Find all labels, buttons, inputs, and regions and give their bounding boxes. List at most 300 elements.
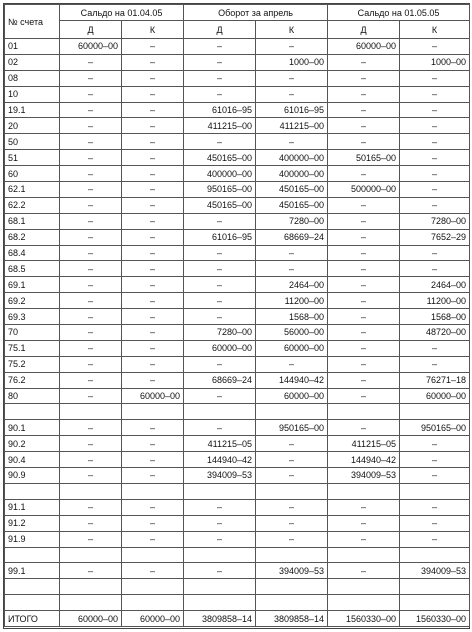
table-row — [5, 547, 470, 563]
debit-cell: – — [328, 86, 400, 102]
table-row — [5, 372, 470, 388]
credit-cell: – — [122, 54, 184, 70]
credit-cell: 950165–00 — [400, 420, 470, 436]
credit-cell: 11200–00 — [400, 293, 470, 309]
account-cell: 91.9 — [5, 531, 60, 547]
debit-cell — [184, 483, 256, 499]
account-cell — [5, 547, 60, 563]
debit-cell: – — [184, 261, 256, 277]
credit-cell: 11200–00 — [256, 293, 328, 309]
account-cell: 50 — [5, 134, 60, 150]
table-row — [5, 261, 470, 277]
account-cell — [5, 579, 60, 595]
debit-cell: – — [328, 356, 400, 372]
balance-sheet — [3, 3, 470, 629]
opening-balance-header: Сальдо на 01.04.05 — [60, 5, 184, 21]
account-cell: 90.4 — [5, 452, 60, 468]
credit-cell — [400, 404, 470, 420]
credit-cell: 1568–00 — [256, 309, 328, 325]
debit-cell: – — [60, 340, 122, 356]
debit-cell: 450165–00 — [184, 150, 256, 166]
credit-subheader: К — [122, 21, 184, 39]
credit-cell: – — [400, 468, 470, 484]
debit-cell: – — [60, 86, 122, 102]
debit-cell: – — [60, 277, 122, 293]
credit-cell: – — [122, 86, 184, 102]
credit-cell — [400, 579, 470, 595]
credit-cell: – — [122, 197, 184, 213]
debit-cell — [60, 547, 122, 563]
account-cell: 90.9 — [5, 468, 60, 484]
credit-cell: – — [400, 436, 470, 452]
debit-cell: 60000–00 — [328, 39, 400, 55]
credit-cell: – — [400, 356, 470, 372]
credit-cell: – — [256, 356, 328, 372]
ledger-table — [4, 4, 470, 627]
credit-cell: – — [400, 150, 470, 166]
table-row — [5, 213, 470, 229]
table-row — [5, 245, 470, 261]
credit-cell: – — [122, 436, 184, 452]
credit-cell: 950165–00 — [256, 420, 328, 436]
table-row — [5, 515, 470, 531]
debit-cell: – — [328, 213, 400, 229]
account-cell: ИТОГО — [5, 611, 60, 627]
table-row — [5, 483, 470, 499]
credit-cell: – — [400, 39, 470, 55]
credit-cell: – — [122, 499, 184, 515]
table-row — [5, 229, 470, 245]
credit-cell — [122, 483, 184, 499]
credit-cell: 400000–00 — [256, 150, 328, 166]
debit-cell: – — [328, 293, 400, 309]
debit-cell — [184, 579, 256, 595]
credit-cell: – — [122, 531, 184, 547]
account-cell: 02 — [5, 54, 60, 70]
debit-cell: 411215–05 — [328, 436, 400, 452]
debit-cell — [60, 404, 122, 420]
credit-cell: – — [122, 468, 184, 484]
table-row — [5, 325, 470, 341]
account-cell: 19.1 — [5, 102, 60, 118]
debit-cell: – — [60, 499, 122, 515]
debit-cell: – — [60, 468, 122, 484]
credit-cell: – — [400, 499, 470, 515]
account-header: № счета — [5, 5, 60, 39]
debit-cell: – — [328, 515, 400, 531]
credit-cell: – — [400, 86, 470, 102]
account-cell: 90.2 — [5, 436, 60, 452]
debit-cell: – — [60, 452, 122, 468]
header-row — [5, 5, 470, 21]
table-row — [5, 388, 470, 404]
credit-cell: 1560330–00 — [400, 611, 470, 627]
account-cell: 80 — [5, 388, 60, 404]
credit-cell — [400, 483, 470, 499]
credit-cell: – — [122, 452, 184, 468]
credit-cell — [400, 595, 470, 611]
credit-cell: – — [122, 70, 184, 86]
debit-cell: – — [328, 102, 400, 118]
debit-cell: – — [328, 261, 400, 277]
debit-cell: 394009–53 — [328, 468, 400, 484]
debit-cell: – — [60, 182, 122, 198]
table-row — [5, 420, 470, 436]
table-row — [5, 563, 470, 579]
table-row — [5, 293, 470, 309]
debit-cell — [60, 483, 122, 499]
credit-cell — [256, 547, 328, 563]
debit-cell: – — [60, 356, 122, 372]
debit-cell: – — [60, 563, 122, 579]
debit-cell: – — [328, 372, 400, 388]
credit-cell: 400000–00 — [256, 166, 328, 182]
credit-cell: – — [256, 468, 328, 484]
credit-cell: – — [122, 563, 184, 579]
table-row — [5, 70, 470, 86]
account-cell — [5, 404, 60, 420]
account-cell: 01 — [5, 39, 60, 55]
credit-subheader: К — [400, 21, 470, 39]
credit-cell: – — [256, 515, 328, 531]
credit-cell: 60000–00 — [256, 340, 328, 356]
table-row — [5, 340, 470, 356]
debit-cell: – — [184, 70, 256, 86]
credit-cell: 7280–00 — [400, 213, 470, 229]
debit-cell — [184, 404, 256, 420]
credit-cell: – — [400, 134, 470, 150]
credit-cell: – — [122, 166, 184, 182]
debit-cell: – — [60, 293, 122, 309]
credit-subheader: К — [256, 21, 328, 39]
account-cell: 91.1 — [5, 499, 60, 515]
credit-cell: – — [400, 182, 470, 198]
debit-cell: 144940–42 — [328, 452, 400, 468]
credit-cell: – — [400, 515, 470, 531]
debit-cell: – — [184, 39, 256, 55]
credit-cell: 60000–00 — [400, 388, 470, 404]
debit-cell: – — [60, 245, 122, 261]
debit-cell: – — [328, 420, 400, 436]
account-cell: 90.1 — [5, 420, 60, 436]
credit-cell: 76271–18 — [400, 372, 470, 388]
table-row — [5, 150, 470, 166]
account-cell: 68.4 — [5, 245, 60, 261]
credit-cell: – — [256, 452, 328, 468]
debit-cell — [328, 579, 400, 595]
debit-cell: – — [328, 166, 400, 182]
debit-cell: 411215–05 — [184, 436, 256, 452]
credit-cell: – — [122, 182, 184, 198]
table-row — [5, 356, 470, 372]
credit-cell: – — [400, 70, 470, 86]
table-row — [5, 166, 470, 182]
debit-cell: – — [60, 102, 122, 118]
debit-cell: – — [60, 420, 122, 436]
debit-cell: – — [328, 340, 400, 356]
table-row — [5, 86, 470, 102]
credit-cell: 60000–00 — [256, 388, 328, 404]
account-cell — [5, 595, 60, 611]
debit-cell: – — [184, 563, 256, 579]
credit-cell: 450165–00 — [256, 197, 328, 213]
debit-cell: – — [60, 54, 122, 70]
credit-cell: 68669–24 — [256, 229, 328, 245]
account-cell: 08 — [5, 70, 60, 86]
debit-subheader: Д — [60, 21, 122, 39]
credit-cell: – — [122, 118, 184, 134]
credit-cell: 48720–00 — [400, 325, 470, 341]
debit-cell: – — [60, 150, 122, 166]
credit-cell: 411215–00 — [256, 118, 328, 134]
credit-cell — [122, 595, 184, 611]
account-cell: 62.1 — [5, 182, 60, 198]
debit-cell: – — [184, 213, 256, 229]
credit-cell — [122, 547, 184, 563]
credit-cell: – — [122, 356, 184, 372]
credit-cell: – — [256, 245, 328, 261]
account-cell: 69.1 — [5, 277, 60, 293]
account-cell: 91.2 — [5, 515, 60, 531]
debit-cell: – — [328, 54, 400, 70]
turnover-header: Оборот за апрель — [184, 5, 328, 21]
debit-cell: 450165–00 — [184, 197, 256, 213]
credit-cell: – — [400, 245, 470, 261]
debit-cell: – — [184, 309, 256, 325]
table-row — [5, 118, 470, 134]
credit-cell: 7652–29 — [400, 229, 470, 245]
table-row — [5, 39, 470, 55]
debit-cell: – — [60, 118, 122, 134]
debit-cell: – — [60, 166, 122, 182]
table-row — [5, 468, 470, 484]
credit-cell: 1000–00 — [400, 54, 470, 70]
debit-cell: – — [328, 277, 400, 293]
account-cell — [5, 483, 60, 499]
account-cell: 68.2 — [5, 229, 60, 245]
credit-cell: – — [400, 166, 470, 182]
credit-cell: – — [122, 245, 184, 261]
debit-cell: – — [184, 293, 256, 309]
debit-cell: 3809858–14 — [184, 611, 256, 627]
credit-cell: 61016–95 — [256, 102, 328, 118]
credit-cell: – — [122, 134, 184, 150]
credit-cell: – — [400, 118, 470, 134]
debit-subheader: Д — [328, 21, 400, 39]
table-row — [5, 197, 470, 213]
credit-cell — [256, 595, 328, 611]
debit-cell: – — [328, 531, 400, 547]
credit-cell: 394009–53 — [400, 563, 470, 579]
credit-cell: 56000–00 — [256, 325, 328, 341]
debit-cell — [60, 595, 122, 611]
debit-cell: – — [184, 54, 256, 70]
credit-cell: – — [256, 86, 328, 102]
credit-cell: – — [400, 531, 470, 547]
debit-cell: – — [60, 436, 122, 452]
account-cell: 69.2 — [5, 293, 60, 309]
debit-cell: 144940–42 — [184, 452, 256, 468]
debit-cell — [184, 595, 256, 611]
debit-cell: – — [60, 134, 122, 150]
debit-cell — [328, 595, 400, 611]
credit-cell — [122, 404, 184, 420]
table-row — [5, 134, 470, 150]
credit-cell: 450165–00 — [256, 182, 328, 198]
credit-cell: – — [122, 150, 184, 166]
credit-cell — [122, 579, 184, 595]
table-row — [5, 499, 470, 515]
debit-subheader: Д — [184, 21, 256, 39]
credit-cell — [256, 404, 328, 420]
account-cell: 51 — [5, 150, 60, 166]
credit-cell: 144940–42 — [256, 372, 328, 388]
debit-cell: 61016–95 — [184, 229, 256, 245]
debit-cell: 411215–00 — [184, 118, 256, 134]
credit-cell: – — [122, 325, 184, 341]
total-row — [5, 611, 470, 627]
debit-cell: 950165–00 — [184, 182, 256, 198]
debit-cell — [328, 483, 400, 499]
credit-cell: 3809858–14 — [256, 611, 328, 627]
table-row — [5, 404, 470, 420]
table-row — [5, 277, 470, 293]
debit-cell: 60000–00 — [184, 340, 256, 356]
debit-cell: – — [184, 245, 256, 261]
debit-cell: – — [184, 86, 256, 102]
credit-cell: – — [400, 452, 470, 468]
credit-cell: – — [122, 372, 184, 388]
debit-cell: 7280–00 — [184, 325, 256, 341]
debit-cell: – — [328, 325, 400, 341]
debit-cell: – — [60, 388, 122, 404]
debit-cell: – — [328, 134, 400, 150]
debit-cell: – — [184, 499, 256, 515]
table-row — [5, 102, 470, 118]
credit-cell: 2464–00 — [400, 277, 470, 293]
debit-cell: – — [184, 356, 256, 372]
credit-cell: – — [122, 293, 184, 309]
credit-cell: 394009–53 — [256, 563, 328, 579]
debit-cell: 1560330–00 — [328, 611, 400, 627]
credit-cell: – — [122, 213, 184, 229]
credit-cell: 1000–00 — [256, 54, 328, 70]
credit-cell — [256, 483, 328, 499]
account-cell: 76.2 — [5, 372, 60, 388]
debit-cell — [184, 547, 256, 563]
debit-cell: 50165–00 — [328, 150, 400, 166]
credit-cell: 60000–00 — [122, 388, 184, 404]
table-row — [5, 452, 470, 468]
credit-cell: – — [256, 39, 328, 55]
debit-cell: – — [184, 388, 256, 404]
subheader-row — [5, 21, 470, 39]
debit-cell: – — [60, 213, 122, 229]
debit-cell: – — [60, 197, 122, 213]
credit-cell: – — [122, 261, 184, 277]
debit-cell: – — [60, 70, 122, 86]
debit-cell: – — [328, 197, 400, 213]
credit-cell: 7280–00 — [256, 213, 328, 229]
debit-cell: – — [184, 515, 256, 531]
credit-cell: – — [256, 261, 328, 277]
debit-cell: – — [328, 229, 400, 245]
credit-cell: – — [256, 134, 328, 150]
table-row — [5, 54, 470, 70]
debit-cell — [328, 547, 400, 563]
account-cell: 68.1 — [5, 213, 60, 229]
table-row — [5, 579, 470, 595]
debit-cell: – — [60, 515, 122, 531]
credit-cell: – — [122, 420, 184, 436]
account-cell: 70 — [5, 325, 60, 341]
debit-cell: – — [328, 499, 400, 515]
credit-cell: – — [256, 436, 328, 452]
debit-cell — [60, 579, 122, 595]
account-cell: 75.1 — [5, 340, 60, 356]
debit-cell: – — [184, 277, 256, 293]
debit-cell: 61016–95 — [184, 102, 256, 118]
debit-cell: 60000–00 — [60, 611, 122, 627]
debit-cell: – — [60, 531, 122, 547]
debit-cell: 394009–53 — [184, 468, 256, 484]
debit-cell: – — [60, 309, 122, 325]
closing-balance-header: Сальдо на 01.05.05 — [328, 5, 470, 21]
debit-cell: – — [328, 245, 400, 261]
debit-cell: 60000–00 — [60, 39, 122, 55]
debit-cell: – — [60, 261, 122, 277]
credit-cell: – — [400, 102, 470, 118]
credit-cell: – — [122, 515, 184, 531]
account-cell: 99.1 — [5, 563, 60, 579]
credit-cell: – — [122, 39, 184, 55]
account-cell: 68.5 — [5, 261, 60, 277]
debit-cell: – — [328, 118, 400, 134]
account-cell: 62.2 — [5, 197, 60, 213]
debit-cell: – — [60, 372, 122, 388]
debit-cell: – — [60, 325, 122, 341]
debit-cell: – — [184, 531, 256, 547]
credit-cell: 60000–00 — [122, 611, 184, 627]
account-cell: 20 — [5, 118, 60, 134]
debit-cell: 500000–00 — [328, 182, 400, 198]
credit-cell: – — [400, 340, 470, 356]
account-cell: 10 — [5, 86, 60, 102]
account-cell: 60 — [5, 166, 60, 182]
credit-cell: 1568–00 — [400, 309, 470, 325]
debit-cell: – — [328, 388, 400, 404]
credit-cell: – — [122, 102, 184, 118]
debit-cell: – — [328, 309, 400, 325]
debit-cell: – — [328, 70, 400, 86]
debit-cell: – — [184, 420, 256, 436]
credit-cell: – — [400, 261, 470, 277]
credit-cell — [256, 579, 328, 595]
credit-cell — [400, 547, 470, 563]
table-row — [5, 531, 470, 547]
debit-cell — [328, 404, 400, 420]
table-row — [5, 182, 470, 198]
account-cell: 69.3 — [5, 309, 60, 325]
debit-cell: 68669–24 — [184, 372, 256, 388]
credit-cell: – — [256, 531, 328, 547]
credit-cell: – — [256, 70, 328, 86]
table-row — [5, 309, 470, 325]
debit-cell: – — [60, 229, 122, 245]
credit-cell: – — [122, 277, 184, 293]
debit-cell: – — [328, 563, 400, 579]
credit-cell: – — [122, 309, 184, 325]
